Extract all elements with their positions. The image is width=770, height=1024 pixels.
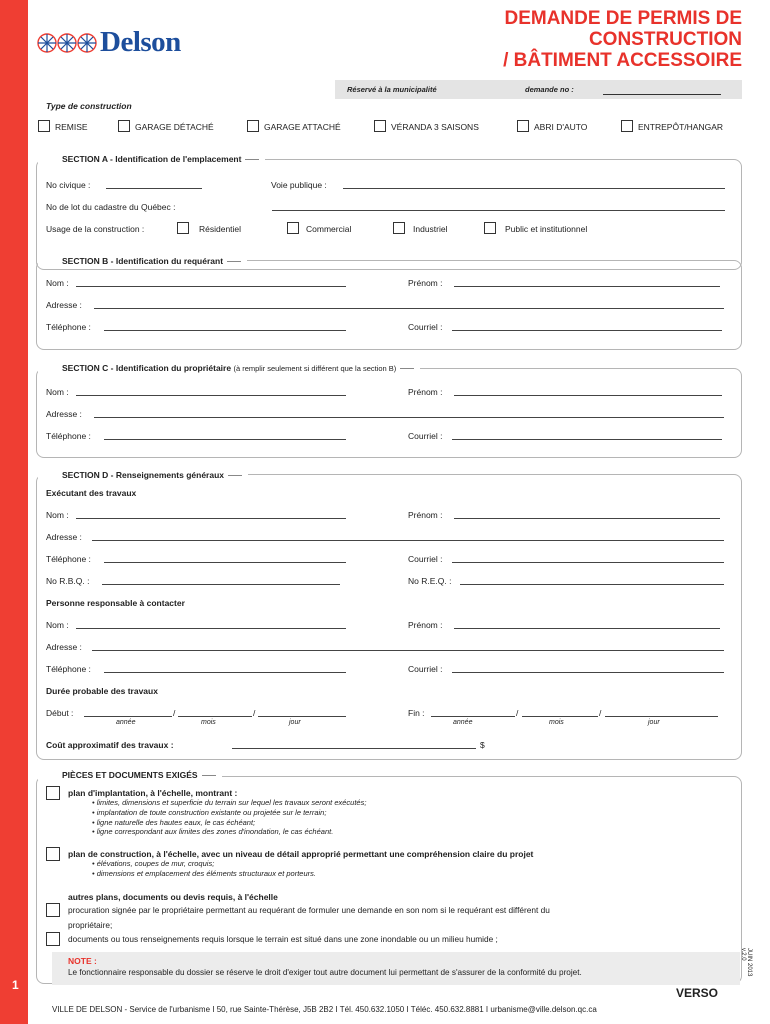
- option-garage-detache: GARAGE DÉTACHÉ: [135, 122, 214, 132]
- debut-mois-field[interactable]: [178, 716, 252, 717]
- plan-construction-bullets: [92, 859, 316, 879]
- section-c-subtitle: (à remplir seulement si différent que la section B): [233, 364, 397, 373]
- b-adresse-label: Adresse :: [46, 300, 82, 310]
- zone-inondable-text: documents ou tous renseignements requis lorsque le terrain est situé dans une zone inondable ou un milieu humide ;: [68, 934, 498, 944]
- lot-no-field[interactable]: [272, 210, 725, 211]
- plan-construction-title: plan de construction, à l'échelle, avec un niveau de détail approprié permettant une compréhension claire du projet: [68, 849, 534, 859]
- usage-public: Public et institutionnel: [505, 224, 588, 234]
- option-remise: REMISE: [55, 122, 88, 132]
- checkbox-commercial[interactable]: [287, 222, 299, 234]
- checkbox-zone-inondable[interactable]: [46, 932, 60, 946]
- c-nom-label: Nom :: [46, 387, 69, 397]
- autres-plans-title: autres plans, documents ou devis requis, à l'échelle: [68, 892, 278, 902]
- fin-annee-field[interactable]: [431, 716, 515, 717]
- req-label: No R.E.Q. :: [408, 576, 452, 586]
- checkbox-plan-implantation[interactable]: [46, 786, 60, 800]
- b-telephone-field[interactable]: [104, 330, 346, 331]
- civic-no-label: No civique :: [46, 180, 91, 190]
- reserved-box: [335, 80, 742, 99]
- c-adresse-label: Adresse :: [46, 409, 82, 419]
- wheels-logo-icon: [36, 29, 98, 57]
- usage-commercial: Commercial: [306, 224, 352, 234]
- title-line-1: DEMANDE DE PERMIS DE: [504, 8, 742, 29]
- responsable-heading: Personne responsable à contacter: [46, 598, 185, 608]
- d-prenom-label: Prénom :: [408, 510, 443, 520]
- rbq-field[interactable]: [102, 584, 340, 585]
- note-text: Le fonctionnaire responsable du dossier se réserve le droit d'exiger tout autre document lui permettant de s'assurer de la conformité du projet.: [68, 968, 582, 977]
- lot-no-label: No de lot du cadastre du Québec :: [46, 202, 176, 212]
- section-c-title-text: SECTION C - Identification du propriétaire: [62, 363, 232, 373]
- d-nom2-label: Nom :: [46, 620, 69, 630]
- debut-label: Début :: [46, 708, 74, 718]
- bullet: • implantation de toute construction existante ou projetée sur le terrain;: [92, 807, 327, 817]
- c-adresse-field[interactable]: [94, 417, 724, 418]
- debut-annee-field[interactable]: [84, 716, 172, 717]
- debut-jour-field[interactable]: [258, 716, 346, 717]
- left-red-bar: [0, 0, 28, 1024]
- d-prenom2-label: Prénom :: [408, 620, 443, 630]
- debut-slash-1: /: [173, 708, 176, 718]
- d-telephone-label: Téléphone :: [46, 554, 91, 564]
- plan-implantation-title: plan d'implantation, à l'échelle, montrant :: [68, 788, 238, 798]
- b-nom-field[interactable]: [76, 286, 346, 287]
- checkbox-entrepot[interactable]: [621, 120, 633, 132]
- plan-implantation-bullets: [92, 798, 366, 837]
- checkbox-remise[interactable]: [38, 120, 50, 132]
- checkbox-procuration[interactable]: [46, 903, 60, 917]
- d-nom-field[interactable]: [76, 518, 346, 519]
- checkbox-garage-detache[interactable]: [118, 120, 130, 132]
- fin-jour-caption: jour: [648, 719, 660, 726]
- title-line-3: / BÂTIMENT ACCESSOIRE: [503, 50, 742, 71]
- section-a-box: [36, 159, 742, 270]
- option-garage-attache: GARAGE ATTACHÉ: [264, 122, 341, 132]
- b-prenom-field[interactable]: [454, 286, 720, 287]
- usage-residentiel: Résidentiel: [199, 224, 242, 234]
- option-veranda: VÉRANDA 3 SAISONS: [391, 122, 479, 132]
- version-info: [740, 948, 752, 976]
- section-d-title-text: SECTION D - Renseignements généraux: [62, 470, 225, 480]
- logo-text: Delson: [100, 26, 181, 58]
- delson-logo: [36, 26, 181, 59]
- fin-annee-caption: année: [453, 719, 473, 726]
- form-title: [322, 8, 742, 71]
- dollar-sign: $: [480, 740, 485, 750]
- checkbox-veranda[interactable]: [374, 120, 386, 132]
- option-entrepot: ENTREPÔT/HANGAR: [638, 122, 724, 132]
- checkbox-garage-attache[interactable]: [247, 120, 259, 132]
- section-d-box: [36, 474, 742, 760]
- executant-heading: Exécutant des travaux: [46, 488, 137, 498]
- checkbox-abri-auto[interactable]: [517, 120, 529, 132]
- debut-slash-2: /: [253, 708, 256, 718]
- b-prenom-label: Prénom :: [408, 278, 443, 288]
- section-a-title-text: SECTION A - Identification de l'emplacement: [62, 154, 242, 164]
- c-prenom-label: Prénom :: [408, 387, 443, 397]
- title-line-2: CONSTRUCTION: [588, 29, 742, 50]
- usage-label: Usage de la construction :: [46, 224, 145, 234]
- d-adresse-field[interactable]: [92, 540, 724, 541]
- c-courriel-label: Courriel :: [408, 431, 443, 441]
- section-c-box: [36, 368, 742, 458]
- request-no-field[interactable]: [603, 94, 721, 95]
- c-telephone-field[interactable]: [104, 439, 346, 440]
- pieces-title-text: PIÈCES ET DOCUMENTS EXIGÉS: [62, 770, 198, 780]
- req-field[interactable]: [460, 584, 724, 585]
- section-b-title: [38, 256, 247, 266]
- option-abri-auto: ABRI D'AUTO: [534, 122, 588, 132]
- note-label: NOTE :: [68, 956, 97, 966]
- fin-slash-1: /: [516, 708, 519, 718]
- b-courriel-field[interactable]: [452, 330, 722, 331]
- debut-jour-caption: jour: [289, 719, 301, 726]
- footer-address: VILLE DE DELSON - Service de l'urbanisme I 50, rue Sainte-Thérèse, J5B 2B2 I Tél. 450.632.1050 I Téléc. 450.632.8881 I urbanisme@ville.delson.qc.ca: [52, 1005, 597, 1014]
- d-prenom2-field[interactable]: [454, 628, 720, 629]
- bullet: • ligne naturelle des hautes eaux, le cas échéant;: [92, 817, 256, 827]
- b-telephone-label: Téléphone :: [46, 322, 91, 332]
- procuration-line-2: propriétaire;: [68, 920, 113, 930]
- d-nom2-field[interactable]: [76, 628, 346, 629]
- debut-mois-caption: mois: [201, 719, 216, 726]
- public-road-field[interactable]: [343, 188, 725, 189]
- procuration-line-1: procuration signée par le propriétaire permettant au requérant de formuler une demande en son nom si le requérant est différent du: [68, 905, 550, 915]
- bullet: • dimensions et emplacement des éléments structuraux et porteurs.: [92, 868, 316, 878]
- d-nom-label: Nom :: [46, 510, 69, 520]
- type-construction-label: Type de construction: [46, 101, 132, 111]
- cout-label: Coût approximatif des travaux :: [46, 740, 174, 750]
- verso-label: VERSO: [676, 986, 719, 1000]
- pieces-title: [38, 770, 222, 780]
- c-telephone-label: Téléphone :: [46, 431, 91, 441]
- bullet: • limites, dimensions et superficie du terrain sur lequel les travaux seront exécutés;: [92, 798, 367, 807]
- section-c-title: [38, 363, 420, 373]
- d-courriel-field[interactable]: [452, 562, 724, 563]
- d-courriel2-label: Courriel :: [408, 664, 443, 674]
- d-adresse-label: Adresse :: [46, 532, 82, 542]
- c-nom-field[interactable]: [76, 395, 346, 396]
- request-no-label: demande no :: [525, 85, 574, 94]
- fin-label: Fin :: [408, 708, 425, 718]
- c-courriel-field[interactable]: [452, 439, 722, 440]
- civic-no-field[interactable]: [106, 188, 202, 189]
- d-courriel2-field[interactable]: [452, 672, 724, 673]
- d-adresse2-field[interactable]: [92, 650, 724, 651]
- b-nom-label: Nom :: [46, 278, 69, 288]
- fin-mois-field[interactable]: [522, 716, 598, 717]
- section-b-box: [36, 260, 742, 350]
- page-number: 1: [12, 978, 19, 992]
- section-a-title: [38, 154, 265, 164]
- b-courriel-label: Courriel :: [408, 322, 443, 332]
- d-telephone2-field[interactable]: [104, 672, 346, 673]
- bullet: • ligne correspondant aux limites des zones d'inondation, le cas échéant.: [92, 827, 334, 837]
- d-courriel-label: Courriel :: [408, 554, 443, 564]
- usage-industriel: Industriel: [413, 224, 448, 234]
- section-d-title: [38, 470, 248, 480]
- d-prenom-field[interactable]: [454, 518, 720, 519]
- checkbox-industriel[interactable]: [393, 222, 405, 234]
- rbq-label: No R.B.Q. :: [46, 576, 90, 586]
- d-telephone2-label: Téléphone :: [46, 664, 91, 674]
- version-date: JUIN 2013: [746, 948, 752, 977]
- debut-annee-caption: année: [116, 719, 136, 726]
- d-adresse2-label: Adresse :: [46, 642, 82, 652]
- duree-heading: Durée probable des travaux: [46, 686, 158, 696]
- public-road-label: Voie publique :: [271, 180, 327, 190]
- version-number: v.2.0: [740, 948, 746, 961]
- checkbox-public[interactable]: [484, 222, 496, 234]
- fin-slash-2: /: [599, 708, 602, 718]
- checkbox-plan-construction[interactable]: [46, 847, 60, 861]
- reserved-label: Réservé à la municipalité: [347, 85, 437, 94]
- cout-field[interactable]: [232, 748, 476, 749]
- bullet: • élévations, coupes de mur, croquis;: [92, 859, 215, 868]
- c-prenom-field[interactable]: [454, 395, 722, 396]
- b-adresse-field[interactable]: [94, 308, 724, 309]
- fin-jour-field[interactable]: [605, 716, 718, 717]
- d-telephone-field[interactable]: [104, 562, 346, 563]
- fin-mois-caption: mois: [549, 719, 564, 726]
- checkbox-residentiel[interactable]: [177, 222, 189, 234]
- section-b-title-text: SECTION B - Identification du requérant: [62, 256, 224, 266]
